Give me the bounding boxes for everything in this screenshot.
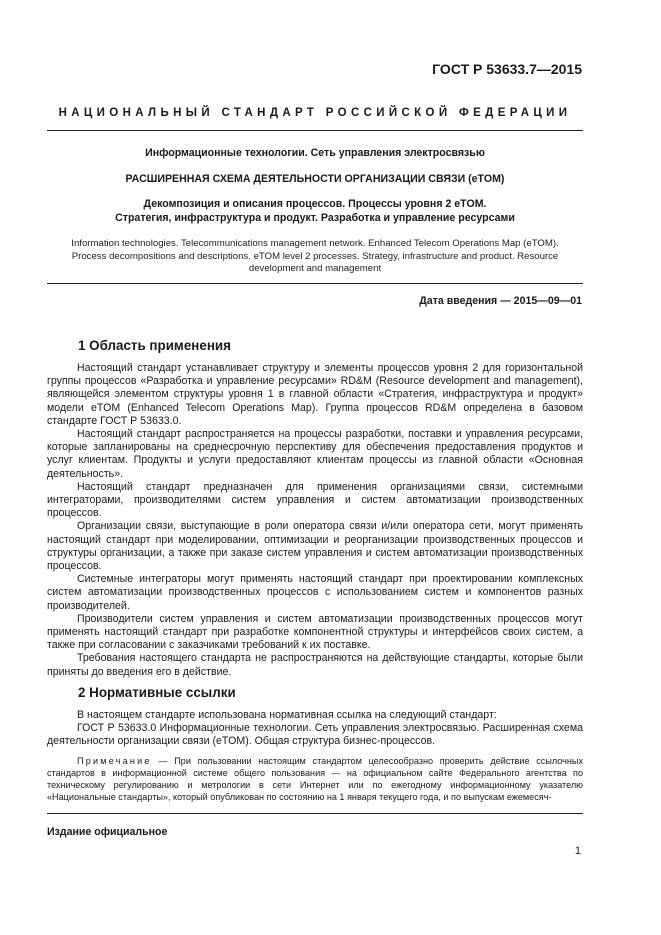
paragraph: ГОСТ Р 53633.0 Информационные технологии. Сеть управления электросвязью. Расширенная схема деятельности организации связи (eTOM). Общая структура бизнес-процессов.	[47, 722, 583, 748]
paragraph: Настоящий стандарт предназначен для применения организациями связи, системными интеграторами, производителями систем управления и систем автоматизации производственных процессов.	[47, 480, 583, 520]
note-label: Примечание	[77, 756, 152, 766]
paragraph: Организации связи, выступающие в роли оператора связи и/или оператора сети, могут применять настоящий стандарт при моделировании, оптимизации и реорганизации производственных процессов и структуры организации, а также при заказе систем управления и систем автоматизации производственных процессов.	[47, 520, 583, 573]
header-divider	[47, 130, 583, 131]
page-number: 1	[574, 845, 581, 857]
paragraph: Настоящий стандарт устанавливает структуру и элементы процессов уровня 2 для горизонтальной группы процессов «Разработка и управление ресурсами» RD&M (Resource development and management), являющейся элементом структуры уровня 1 в главной области «Стратегия, инфраструктура и продукт» модели eTOM (Enhanced Telecom Operations Map). Группа процессов RD&M определена в базовом стандарте ГОСТ Р 53633.0.	[47, 362, 583, 427]
field-title: Информационные технологии. Сеть управления электросвязью	[145, 147, 485, 159]
standard-code: ГОСТ Р 53633.7—2015	[432, 61, 582, 77]
subtitle-line-2: Стратегия, инфраструктура и продукт. Разработка и управление ресурсами	[115, 212, 515, 224]
note-block	[47, 755, 583, 803]
english-title: Information technologies. Telecommunications management network. Enhanced Telecom Operations Map (eTOM). Process decompositions and descriptions. eTOM level 2 processes. Strategy, infrastructure and product. Resource development and management	[71, 238, 559, 274]
paragraph: Настоящий стандарт распространяется на процессы разработки, поставки и управления ресурсами, которые запланированы на среднесрочную перспективу для обеспечения предоставления продуктов и услуг клиентам. Продукты и услуги предоставляют клиентам процессы из главной области «Основная деятельность».	[47, 428, 583, 480]
note-text: — При пользовании настоящим стандартом целесообразно проверить действие ссылочных стандартов в информационной системе общего пользования — на официальном сайте Федерального агентства по техническому регулированию и метрологии в сети Интернет или по ежегодному информационному указателю «Национальные стандарты», который опубликован по состоянию на 1 января текущего года, и по выпускам ежемесяч-	[47, 756, 583, 803]
paragraph: Требования настоящего стандарта не распространяются на действующие стандарты, которые были приняты до введения его в действие.	[47, 652, 583, 678]
section-1-body	[47, 362, 583, 679]
national-standard-title: НАЦИОНАЛЬНЫЙ СТАНДАРТ РОССИЙСКОЙ ФЕДЕРАЦИИ	[58, 107, 572, 119]
edition-label: Издание официальное	[47, 826, 168, 838]
section-2-body	[47, 709, 583, 749]
main-title: РАСШИРЕННАЯ СХЕМА ДЕЯТЕЛЬНОСТИ ОРГАНИЗАЦИИ СВЯЗИ (eTOM)	[125, 173, 505, 185]
subtitle-line-1: Декомпозиция и описания процессов. Процессы уровня 2 eTOM.	[143, 198, 487, 210]
paragraph: Производители систем управления и систем автоматизации производственных процессов могут применять настоящий стандарт при разработке компонентной структуры и интерфейсов своих систем, а также при согласовании с заказчиками требований к их поставке.	[47, 612, 583, 652]
footer-divider	[47, 813, 583, 814]
introduction-date: Дата введения — 2015—09—01	[419, 295, 582, 307]
paragraph: Системные интеграторы могут применять настоящий стандарт при проектировании комплексных систем автоматизации производственных процессов с использованием систем и компонентов разных производителей.	[47, 573, 583, 612]
section-2-heading: 2 Нормативные ссылки	[78, 685, 236, 700]
title-divider	[47, 283, 583, 284]
paragraph: В настоящем стандарте использована нормативная ссылка на следующий стандарт:	[77, 709, 497, 721]
section-1-heading: 1 Область применения	[78, 338, 231, 353]
